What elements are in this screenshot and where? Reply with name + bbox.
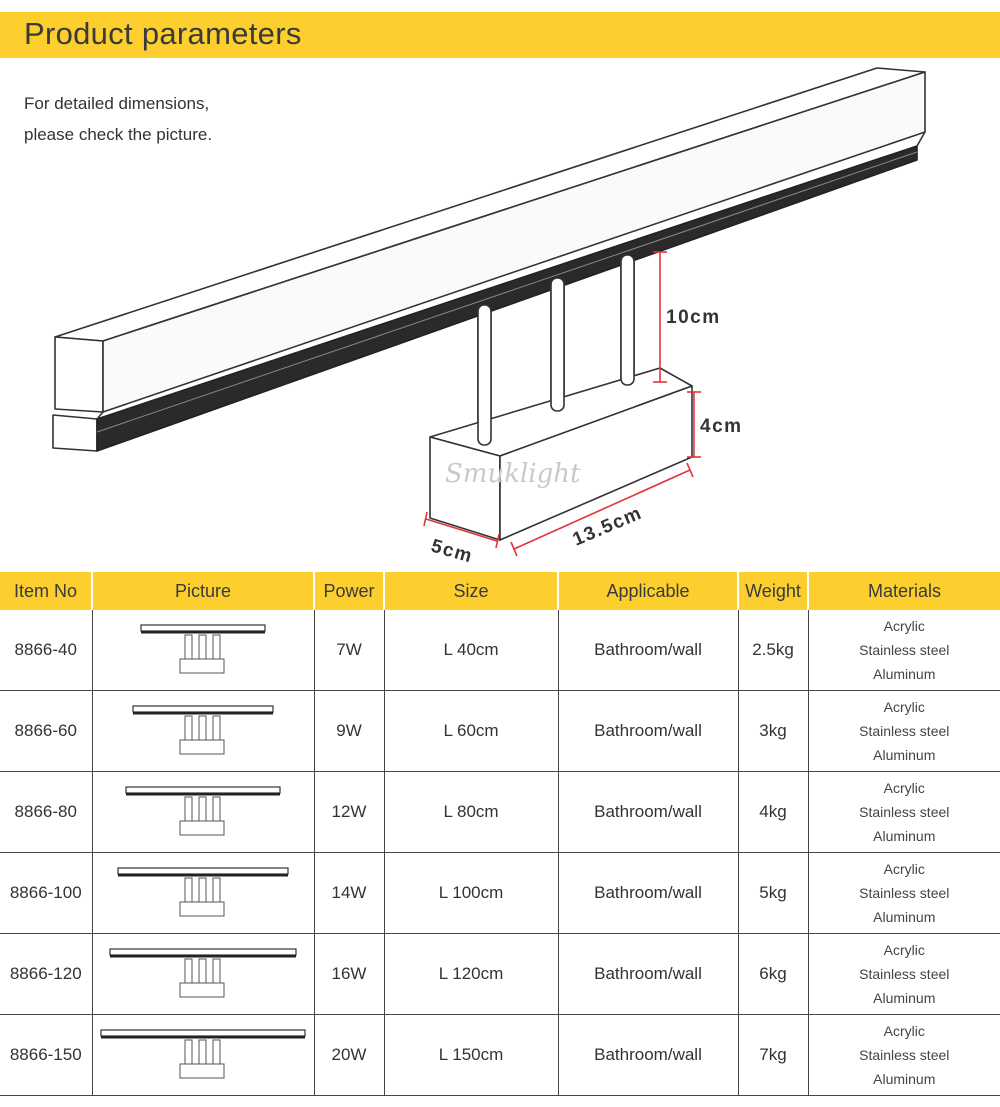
header-picture: Picture [92, 572, 314, 610]
header-banner [0, 12, 1000, 58]
cell-applicable: Bathroom/wall [558, 934, 738, 1015]
cell-item-no: 8866-60 [0, 691, 92, 772]
header-power: Power [314, 572, 384, 610]
material-acrylic: Acrylic [883, 699, 925, 715]
cell-materials [808, 610, 1000, 691]
cell-power: 9W [314, 691, 384, 772]
cell-power: 14W [314, 853, 384, 934]
cell-applicable: Bathroom/wall [558, 772, 738, 853]
cell-picture [92, 691, 314, 772]
cell-picture [92, 610, 314, 691]
cell-materials [808, 772, 1000, 853]
dim-label-length: 13.5cm [569, 502, 646, 551]
cell-weight: 5kg [738, 853, 808, 934]
table-row [0, 610, 1000, 691]
cell-size: L 120cm [384, 934, 558, 1015]
watermark-text: Smuklight [445, 459, 581, 489]
cell-picture [92, 934, 314, 1015]
material-stainless-steel: Stainless steel [859, 723, 950, 739]
material-stainless-steel: Stainless steel [859, 1047, 950, 1063]
lamp-thumbnail [130, 702, 276, 760]
header-item-no: Item No [0, 572, 92, 610]
cell-applicable: Bathroom/wall [558, 691, 738, 772]
cell-size: L 80cm [384, 772, 558, 853]
material-stainless-steel: Stainless steel [859, 885, 950, 901]
material-acrylic: Acrylic [883, 780, 925, 796]
lamp-thumbnail [138, 621, 268, 679]
cell-power: 16W [314, 934, 384, 1015]
spec-table [0, 572, 1000, 1096]
cell-picture [92, 772, 314, 853]
lamp-thumbnail [115, 864, 291, 922]
cell-item-no: 8866-100 [0, 853, 92, 934]
cell-item-no: 8866-80 [0, 772, 92, 853]
material-stainless-steel: Stainless steel [859, 804, 950, 820]
cell-size: L 150cm [384, 1015, 558, 1096]
header-applicable: Applicable [558, 572, 738, 610]
material-aluminum: Aluminum [873, 990, 936, 1006]
dim-label-base-height: 4cm [700, 416, 743, 437]
cell-materials [808, 691, 1000, 772]
cell-item-no: 8866-120 [0, 934, 92, 1015]
material-acrylic: Acrylic [883, 861, 925, 877]
cell-size: L 40cm [384, 610, 558, 691]
material-aluminum: Aluminum [873, 828, 936, 844]
cell-applicable: Bathroom/wall [558, 610, 738, 691]
material-acrylic: Acrylic [883, 942, 925, 958]
material-acrylic: Acrylic [883, 618, 925, 634]
header-materials: Materials [808, 572, 1000, 610]
table-row [0, 772, 1000, 853]
lamp-thumbnail [98, 1026, 308, 1084]
material-aluminum: Aluminum [873, 909, 936, 925]
cell-weight: 6kg [738, 934, 808, 1015]
cell-power: 12W [314, 772, 384, 853]
dimension-drawing [0, 60, 1000, 570]
material-stainless-steel: Stainless steel [859, 642, 950, 658]
cell-size: L 100cm [384, 853, 558, 934]
material-aluminum: Aluminum [873, 747, 936, 763]
cell-weight: 2.5kg [738, 610, 808, 691]
cell-item-no: 8866-40 [0, 610, 92, 691]
dim-label-depth: 5cm [428, 535, 476, 568]
cell-applicable: Bathroom/wall [558, 853, 738, 934]
dim-label-height: 10cm [666, 307, 721, 328]
cell-materials [808, 934, 1000, 1015]
intro-line-2: please check the picture. [24, 125, 213, 144]
table-row [0, 853, 1000, 934]
header-weight: Weight [738, 572, 808, 610]
table-row [0, 691, 1000, 772]
cell-size: L 60cm [384, 691, 558, 772]
page-title: Product parameters [24, 16, 302, 51]
table-row [0, 1015, 1000, 1096]
cell-weight: 3kg [738, 691, 808, 772]
cell-applicable: Bathroom/wall [558, 1015, 738, 1096]
material-aluminum: Aluminum [873, 1071, 936, 1087]
cell-materials [808, 1015, 1000, 1096]
cell-power: 7W [314, 610, 384, 691]
lamp-thumbnail [123, 783, 283, 841]
material-acrylic: Acrylic [883, 1023, 925, 1039]
cell-picture [92, 1015, 314, 1096]
cell-weight: 4kg [738, 772, 808, 853]
cell-weight: 7kg [738, 1015, 808, 1096]
table-row [0, 934, 1000, 1015]
cell-power: 20W [314, 1015, 384, 1096]
lamp-thumbnail [107, 945, 299, 1003]
cell-item-no: 8866-150 [0, 1015, 92, 1096]
cell-picture [92, 853, 314, 934]
material-aluminum: Aluminum [873, 666, 936, 682]
table-header-row [0, 572, 1000, 610]
material-stainless-steel: Stainless steel [859, 966, 950, 982]
header-size: Size [384, 572, 558, 610]
cell-materials [808, 853, 1000, 934]
intro-line-1: For detailed dimensions, [24, 94, 210, 113]
